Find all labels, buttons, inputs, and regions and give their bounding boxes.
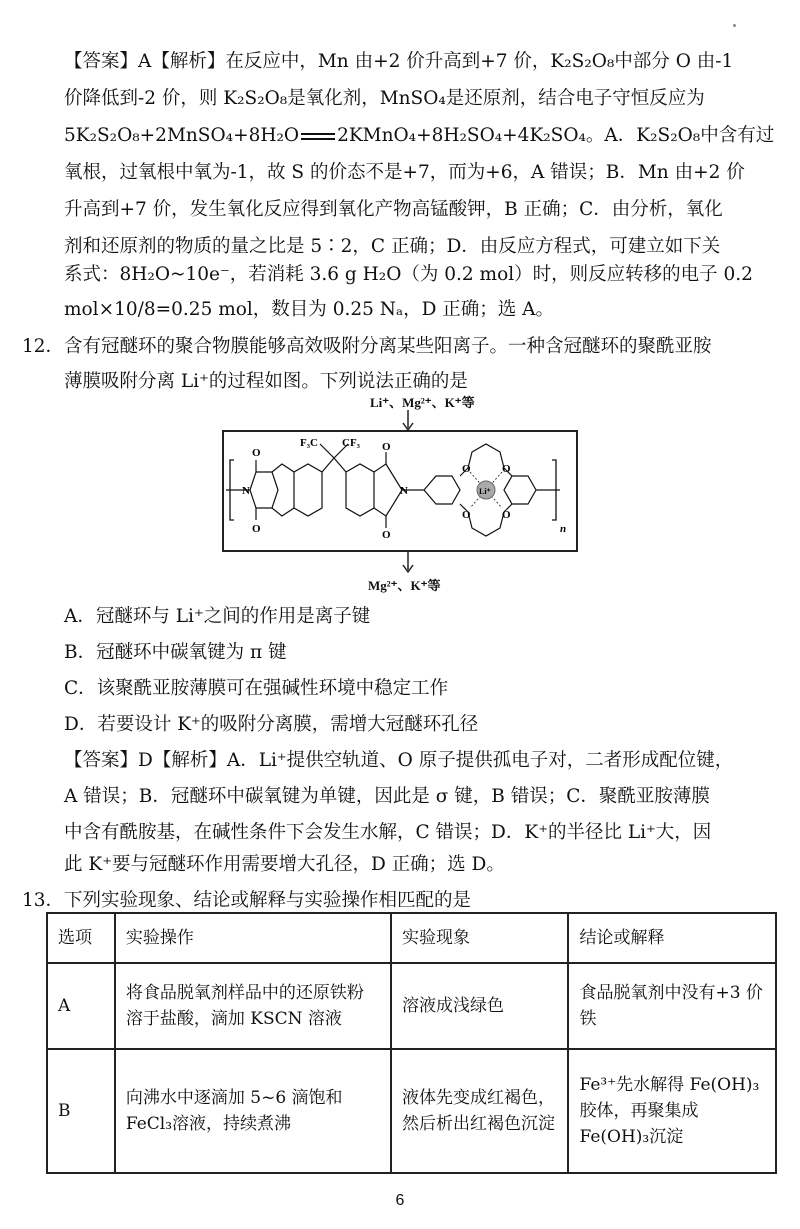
scan-speck	[733, 24, 736, 27]
row-conclusion: 食品脱氧剂中没有+3 价铁	[568, 963, 776, 1049]
q11-answer-line-5: 升高到+7 价，发生氧化反应得到氧化产物高锰酸钾，B 正确；C．由分析，氧化	[64, 199, 723, 220]
table-header-cell: 选项	[47, 913, 115, 963]
table-header-row	[47, 913, 776, 963]
q11-answer-line-8: mol×10/8=0.25 mol，数目为 0.25 Nₐ，D 正确；选 A。	[64, 299, 555, 320]
q12-option-a: A．冠醚环与 Li⁺之间的作用是离子键	[64, 606, 371, 627]
li-ion-label: Li⁺	[479, 487, 491, 496]
page-number: 6	[395, 1192, 405, 1209]
row-phenomenon: 液体先变成红褐色，然后析出红褐色沉淀	[391, 1049, 568, 1173]
q11-answer-line-2: 价降低到-2 价，则 K₂S₂O₈是氧化剂，MnSO₄是还原剂，结合电子守恒反应为	[64, 88, 705, 109]
row-phenomenon: 溶液成浅绿色	[391, 963, 568, 1049]
atom-n-2: N	[400, 485, 408, 497]
q13-stem	[22, 888, 471, 914]
cf3-right-label: CF₃	[342, 437, 360, 449]
table-header-cell: 实验现象	[391, 913, 568, 963]
q12-stem-text-1: 含有冠醚环的聚合物膜能够高效吸附分离某些阳离子。一种含冠醚环的聚酰亚胺	[64, 336, 712, 357]
table-header-cell: 结论或解释	[568, 913, 776, 963]
atom-o-3: O	[382, 441, 391, 453]
row-option: A	[47, 963, 115, 1049]
row-conclusion: Fe³⁺先水解得 Fe(OH)₃胶体，再聚集成 Fe(OH)₃沉淀	[568, 1049, 776, 1173]
q12-answer-line-4: 此 K⁺要与冠醚环作用需要增大孔径，D 正确；选 D。	[64, 854, 505, 875]
q11-answer-line-4: 氧根，过氧根中氧为-1，故 S 的价态不是+7，而为+6，A 错误；B．Mn 由+2 价	[64, 162, 745, 183]
row-operation: 向沸水中逐滴加 5~6 滴饱和 FeCl₃溶液，持续煮沸	[115, 1049, 391, 1173]
q12-option-b: B．冠醚环中碳氧键为 π 键	[64, 642, 287, 663]
q13-number: 13．	[22, 890, 65, 911]
q12-option-d: D．若要设计 K⁺的吸附分离膜，需增大冠醚环孔径	[64, 714, 479, 735]
q11-answer-line-7: 系式：8H₂O~10e⁻，若消耗 3.6 g H₂O（为 0.2 mol）时，则反应转移的电子 0.2	[64, 264, 753, 285]
equation-reactants: 5K₂S₂O₈+2MnSO₄+8H₂O	[64, 125, 300, 146]
q12-answer-line-2: A 错误；B．冠醚环中碳氧键为单键，因此是 σ 键，B 错误；C．聚酰亚胺薄膜	[64, 786, 710, 807]
q11-answer-line-6: 剂和还原剂的物质的量之比是 5∶2，C 正确；D．由反应方程式，可建立如下关	[64, 236, 721, 257]
equation-products: 2KMnO₄+8H₂SO₄+4K₂SO₄。A．K₂S₂O₈中含有过	[337, 125, 775, 146]
q11-answer-line-1: 【答案】A【解析】在反应中，Mn 由+2 价升高到+7 价，K₂S₂O₈中部分 O 由-1	[64, 51, 734, 72]
down-arrow-icon-bottom	[400, 552, 416, 574]
q13-stem-text: 下列实验现象、结论或解释与实验操作相匹配的是	[64, 890, 472, 911]
crown-o-4: O	[502, 509, 511, 521]
q12-number: 12．	[22, 336, 65, 357]
polyimide-structure-figure	[222, 430, 578, 552]
repeat-n-label: n	[560, 523, 567, 535]
crown-o-2: O	[502, 463, 511, 475]
q11-equation-line	[64, 123, 774, 149]
down-arrow-icon	[400, 410, 416, 432]
q12-option-c: C．该聚酰亚胺薄膜可在强碱性环境中稳定工作	[64, 678, 449, 699]
figure-top-label: Li⁺、Mg²⁺、K⁺等	[370, 395, 475, 410]
figure-bottom-label: Mg²⁺、K⁺等	[368, 578, 441, 593]
cf3-left-label: F₃C	[300, 437, 318, 449]
atom-o-2: O	[252, 523, 261, 535]
q12-stem-line-2: 薄膜吸附分离 Li⁺的过程如图。下列说法正确的是	[64, 371, 468, 392]
table-header-cell: 实验操作	[115, 913, 391, 963]
row-option: B	[47, 1049, 115, 1173]
q12-answer-line-3: 中含有酰胺基，在碱性条件下会发生水解，C 错误；D．K⁺的半径比 Li⁺大，因	[64, 822, 712, 843]
atom-o-4: O	[382, 529, 391, 541]
table-row	[47, 963, 776, 1049]
experiment-table	[46, 912, 777, 1174]
crown-o-1: O	[462, 463, 471, 475]
table-row	[47, 1049, 776, 1173]
atom-n-1: N	[242, 485, 250, 497]
row-operation: 将食品脱氧剂样品中的还原铁粉溶于盐酸，滴加 KSCN 溶液	[115, 963, 391, 1049]
q12-answer-line-1: 【答案】D【解析】A．Li⁺提供空轨道、O 原子提供孤电子对，二者形成配位键，	[64, 750, 734, 771]
atom-o-1: O	[252, 447, 261, 459]
crown-o-3: O	[462, 509, 471, 521]
q12-stem-line-1	[22, 334, 712, 360]
equals-sign-icon	[301, 133, 335, 140]
polymer-structure-svg	[224, 432, 576, 550]
